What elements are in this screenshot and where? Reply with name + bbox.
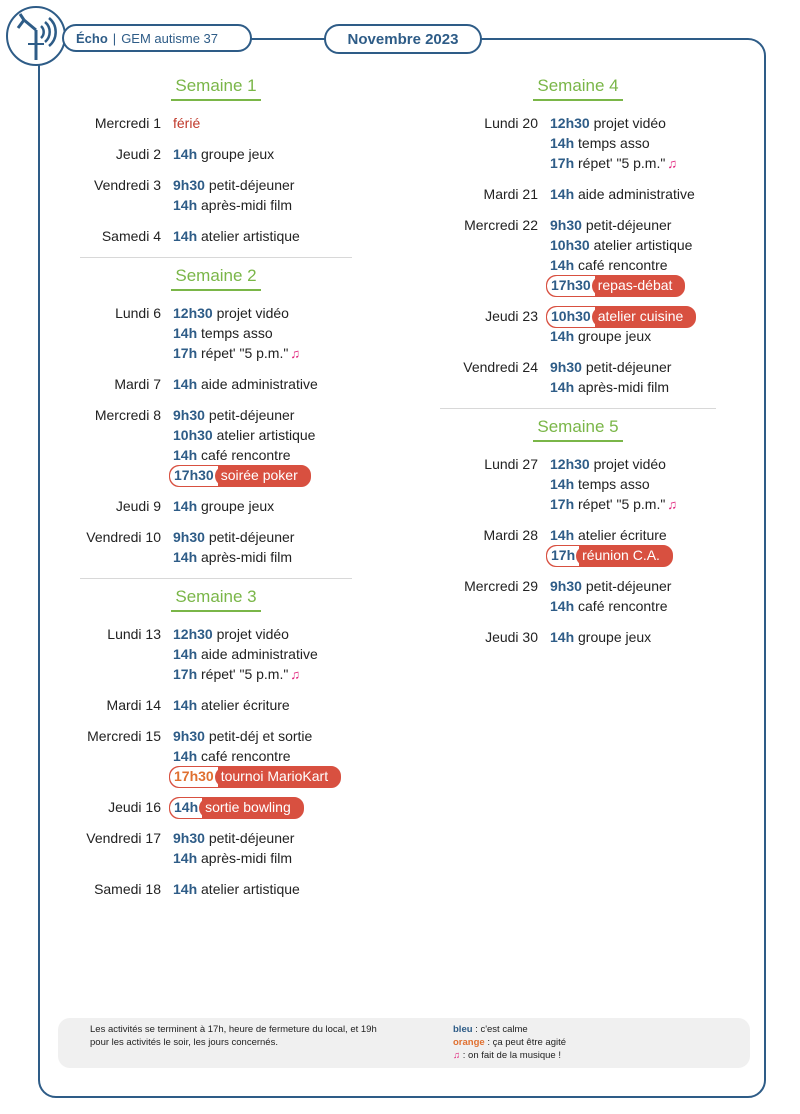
highlight-activity bbox=[169, 766, 341, 788]
activity-text: atelier écriture bbox=[201, 697, 290, 713]
activity-time: 10h30 bbox=[173, 427, 213, 443]
day-label: Mercredi 29 bbox=[464, 578, 538, 594]
activity-list bbox=[550, 576, 736, 616]
day-row bbox=[60, 405, 372, 485]
holiday-label: férié bbox=[173, 115, 201, 131]
day-label: Mercredi 1 bbox=[94, 115, 161, 131]
activity-text: temps asso bbox=[578, 476, 650, 492]
activity-item bbox=[173, 425, 372, 445]
activity-time: 14h bbox=[173, 228, 198, 244]
week-title: Semaine 5 bbox=[533, 417, 623, 442]
activity-list bbox=[173, 226, 372, 246]
activity-item bbox=[550, 377, 736, 397]
activity-list bbox=[173, 828, 372, 868]
activity-text: réunion C.A. bbox=[576, 546, 672, 566]
week-title: Semaine 4 bbox=[533, 76, 623, 101]
day-row bbox=[60, 726, 372, 786]
week-divider bbox=[80, 257, 352, 258]
activity-item bbox=[550, 113, 736, 133]
day-row bbox=[420, 113, 736, 173]
day-label: Mardi 14 bbox=[106, 697, 161, 713]
activity-list bbox=[550, 215, 736, 295]
activity-text: aide administrative bbox=[578, 186, 695, 202]
activity-list bbox=[173, 496, 372, 516]
activity-time: 9h30 bbox=[173, 529, 205, 545]
day-row bbox=[60, 879, 372, 899]
day-label: Jeudi 30 bbox=[485, 629, 538, 645]
activity-time: 17h30 bbox=[170, 767, 218, 787]
music-note-icon: ♫ bbox=[290, 667, 301, 682]
activity-list bbox=[173, 303, 372, 363]
day-label: Vendredi 24 bbox=[463, 359, 538, 375]
activity-time: 17h bbox=[547, 546, 579, 566]
activity-item bbox=[173, 726, 372, 746]
day-label: Mercredi 15 bbox=[87, 728, 161, 744]
activity-item bbox=[550, 133, 736, 153]
activity-text: café rencontre bbox=[201, 748, 291, 764]
activity-text: répet' "5 p.m." bbox=[201, 345, 289, 361]
activity-list bbox=[173, 144, 372, 164]
activity-item bbox=[173, 343, 372, 363]
echo-logo-icon bbox=[6, 6, 66, 66]
day-label: Lundi 20 bbox=[484, 115, 538, 131]
activity-time: 14h bbox=[550, 186, 575, 202]
activity-text: après-midi film bbox=[201, 850, 293, 866]
activity-item bbox=[550, 326, 736, 346]
activity-item bbox=[550, 525, 736, 545]
activity-item bbox=[173, 175, 372, 195]
activity-text: répet' "5 p.m." bbox=[578, 155, 666, 171]
activity-text: temps asso bbox=[201, 325, 273, 341]
activity-list bbox=[173, 374, 372, 394]
month-title: Novembre 2023 bbox=[324, 24, 482, 54]
activity-text: repas-débat bbox=[592, 276, 685, 296]
day-label: Samedi 18 bbox=[94, 881, 161, 897]
activity-text: petit-déjeuner bbox=[208, 407, 295, 423]
activity-time: 14h bbox=[173, 325, 198, 341]
day-row bbox=[420, 184, 736, 204]
activity-time: 14h bbox=[550, 257, 575, 273]
legend-blue-text: : c'est calme bbox=[472, 1024, 528, 1035]
activity-item bbox=[550, 184, 736, 204]
activity-text: groupe jeux bbox=[578, 629, 652, 645]
activity-time: 12h30 bbox=[550, 456, 590, 472]
activity-item bbox=[173, 323, 372, 343]
activity-item bbox=[173, 644, 372, 664]
activity-text: après-midi film bbox=[201, 197, 293, 213]
activity-time: 14h bbox=[170, 798, 202, 818]
activity-item bbox=[173, 303, 372, 323]
legend-blue-key: bleu bbox=[453, 1024, 473, 1035]
activity-list bbox=[173, 175, 372, 215]
highlight-activity bbox=[546, 306, 696, 328]
activity-text: répet' "5 p.m." bbox=[578, 496, 666, 512]
day-label: Mercredi 8 bbox=[94, 407, 161, 423]
activity-time: 10h30 bbox=[550, 237, 590, 253]
activity-text: après-midi film bbox=[578, 379, 670, 395]
day-row bbox=[420, 627, 736, 647]
activity-text: petit-déjeuner bbox=[585, 359, 672, 375]
activity-time: 9h30 bbox=[173, 177, 205, 193]
activity-text: petit-déjeuner bbox=[208, 830, 295, 846]
day-label: Jeudi 2 bbox=[115, 146, 161, 162]
activity-time: 14h bbox=[550, 135, 575, 151]
activity-text: projet vidéo bbox=[593, 115, 666, 131]
activity-time: 12h30 bbox=[173, 305, 213, 321]
activity-time: 9h30 bbox=[173, 728, 205, 744]
activity-list bbox=[173, 405, 372, 485]
day-label: Mercredi 22 bbox=[464, 217, 538, 233]
activity-text: après-midi film bbox=[201, 549, 293, 565]
day-row bbox=[60, 113, 372, 133]
activity-item bbox=[173, 547, 372, 567]
activity-item bbox=[550, 255, 736, 275]
activity-item bbox=[550, 494, 736, 514]
activity-time: 17h bbox=[550, 496, 575, 512]
activity-item bbox=[173, 374, 372, 394]
legend-orange-key: orange bbox=[453, 1037, 485, 1048]
legend bbox=[453, 1023, 733, 1062]
activity-item bbox=[173, 848, 372, 868]
activity-item bbox=[173, 195, 372, 215]
activity-item bbox=[550, 627, 736, 647]
activity-text: atelier cuisine bbox=[592, 307, 696, 327]
week-title: Semaine 3 bbox=[171, 587, 261, 612]
activity-text: café rencontre bbox=[578, 257, 668, 273]
activity-text: petit-déjeuner bbox=[585, 578, 672, 594]
activity-time: 14h bbox=[173, 447, 198, 463]
activity-item bbox=[173, 828, 372, 848]
activity-list bbox=[173, 113, 372, 133]
brand-badge bbox=[62, 24, 252, 52]
activity-text: atelier écriture bbox=[578, 527, 667, 543]
week-divider bbox=[80, 578, 352, 579]
activity-item bbox=[550, 545, 736, 565]
activity-time: 14h bbox=[550, 527, 575, 543]
activity-item bbox=[173, 226, 372, 246]
activity-item bbox=[173, 766, 372, 786]
activity-item bbox=[173, 695, 372, 715]
activity-text: atelier artistique bbox=[201, 881, 300, 897]
day-label: Lundi 27 bbox=[484, 456, 538, 472]
activity-item bbox=[173, 144, 372, 164]
highlight-activity bbox=[169, 465, 311, 487]
day-row bbox=[60, 624, 372, 684]
activity-text: groupe jeux bbox=[578, 328, 652, 344]
day-row bbox=[420, 306, 736, 346]
activity-text: aide administrative bbox=[201, 376, 318, 392]
day-row bbox=[60, 828, 372, 868]
left-column bbox=[60, 76, 372, 910]
activity-time: 12h30 bbox=[550, 115, 590, 131]
activity-text: atelier artistique bbox=[593, 237, 693, 253]
activity-time: 12h30 bbox=[173, 626, 213, 642]
activity-item bbox=[550, 454, 736, 474]
day-row bbox=[60, 226, 372, 246]
activity-item bbox=[173, 496, 372, 516]
day-label: Vendredi 17 bbox=[86, 830, 161, 846]
activity-item bbox=[173, 527, 372, 547]
day-row bbox=[420, 525, 736, 565]
right-column bbox=[420, 76, 736, 658]
day-row bbox=[60, 374, 372, 394]
activity-item bbox=[550, 474, 736, 494]
activity-item bbox=[173, 624, 372, 644]
activity-text: petit-déjeuner bbox=[585, 217, 672, 233]
footer-legend bbox=[58, 1018, 750, 1068]
activity-text: petit-déjeuner bbox=[208, 177, 295, 193]
activity-list bbox=[173, 695, 372, 715]
activity-text: projet vidéo bbox=[216, 626, 289, 642]
week-title: Semaine 1 bbox=[171, 76, 261, 101]
day-label: Mardi 21 bbox=[483, 186, 538, 202]
brand-subtitle: GEM autisme 37 bbox=[121, 30, 219, 46]
activity-item bbox=[550, 215, 736, 235]
day-row bbox=[60, 144, 372, 164]
activity-list bbox=[550, 357, 736, 397]
highlight-activity bbox=[546, 275, 685, 297]
activity-time: 14h bbox=[550, 328, 575, 344]
activity-time: 14h bbox=[550, 629, 575, 645]
music-note-icon: ♫ bbox=[290, 346, 301, 361]
activity-text: temps asso bbox=[578, 135, 650, 151]
activity-item bbox=[550, 235, 736, 255]
activity-text: atelier artistique bbox=[216, 427, 316, 443]
activity-time: 14h bbox=[173, 549, 198, 565]
activity-text: groupe jeux bbox=[201, 146, 275, 162]
activity-item bbox=[550, 153, 736, 173]
legend-orange-text: : ça peut être agité bbox=[484, 1037, 567, 1048]
activity-time: 14h bbox=[173, 646, 198, 662]
activity-text: atelier artistique bbox=[201, 228, 300, 244]
activity-time: 14h bbox=[550, 476, 575, 492]
day-row bbox=[60, 496, 372, 516]
day-label: Vendredi 3 bbox=[94, 177, 161, 193]
day-row bbox=[420, 357, 736, 397]
activity-item bbox=[173, 405, 372, 425]
activity-text: petit-déj et sortie bbox=[208, 728, 313, 744]
day-label: Lundi 13 bbox=[107, 626, 161, 642]
activity-item bbox=[173, 746, 372, 766]
day-label: Lundi 6 bbox=[115, 305, 161, 321]
activity-time: 9h30 bbox=[173, 830, 205, 846]
activity-list bbox=[550, 454, 736, 514]
activity-text: groupe jeux bbox=[201, 498, 275, 514]
activity-list bbox=[550, 113, 736, 173]
activity-time: 17h30 bbox=[170, 466, 218, 486]
day-row bbox=[420, 454, 736, 514]
activity-time: 14h bbox=[173, 146, 198, 162]
activity-text: répet' "5 p.m." bbox=[201, 666, 289, 682]
activity-item bbox=[550, 576, 736, 596]
day-label: Jeudi 9 bbox=[115, 498, 161, 514]
activity-time: 14h bbox=[173, 376, 198, 392]
footer-info: Les activités se terminent à 17h, heure de fermeture du local, et 19h pour les activités le soir, les jours concernés. bbox=[90, 1024, 377, 1048]
day-row bbox=[60, 695, 372, 715]
activity-list bbox=[173, 624, 372, 684]
activity-item bbox=[173, 797, 372, 817]
activity-time: 14h bbox=[550, 598, 575, 614]
activity-time: 14h bbox=[173, 697, 198, 713]
day-label: Samedi 4 bbox=[101, 228, 161, 244]
activity-item bbox=[550, 306, 736, 326]
day-row bbox=[60, 175, 372, 215]
day-label: Mardi 7 bbox=[114, 376, 161, 392]
activity-item bbox=[550, 357, 736, 377]
day-label: Jeudi 16 bbox=[108, 799, 161, 815]
day-label: Mardi 28 bbox=[483, 527, 538, 543]
activity-list bbox=[550, 525, 736, 565]
activity-text: petit-déjeuner bbox=[208, 529, 295, 545]
day-row bbox=[420, 576, 736, 616]
activity-time: 9h30 bbox=[550, 359, 582, 375]
activity-time: 9h30 bbox=[550, 217, 582, 233]
activity-text: café rencontre bbox=[201, 447, 291, 463]
activity-text: soirée poker bbox=[215, 466, 310, 486]
activity-item bbox=[173, 664, 372, 684]
activity-time: 17h bbox=[173, 345, 198, 361]
day-label: Vendredi 10 bbox=[86, 529, 161, 545]
activity-time: 17h30 bbox=[547, 276, 595, 296]
highlight-activity bbox=[546, 545, 673, 567]
activity-time: 14h bbox=[550, 379, 575, 395]
activity-list bbox=[550, 306, 736, 346]
brand-name: Écho bbox=[76, 30, 108, 46]
day-row bbox=[60, 527, 372, 567]
day-row bbox=[420, 215, 736, 295]
activity-item bbox=[173, 445, 372, 465]
activity-list bbox=[173, 797, 372, 817]
activity-time: 14h bbox=[173, 197, 198, 213]
activity-item bbox=[173, 113, 372, 133]
activity-text: tournoi MarioKart bbox=[215, 767, 340, 787]
week-title: Semaine 2 bbox=[171, 266, 261, 291]
music-note-icon: ♫ bbox=[453, 1050, 461, 1061]
activity-time: 14h bbox=[173, 850, 198, 866]
highlight-activity bbox=[169, 797, 304, 819]
activity-time: 9h30 bbox=[550, 578, 582, 594]
activity-text: projet vidéo bbox=[593, 456, 666, 472]
activity-text: sortie bowling bbox=[199, 798, 303, 818]
activity-list bbox=[173, 879, 372, 899]
activity-text: aide administrative bbox=[201, 646, 318, 662]
activity-time: 9h30 bbox=[173, 407, 205, 423]
legend-music-text: : on fait de la musique ! bbox=[460, 1050, 561, 1061]
activity-text: projet vidéo bbox=[216, 305, 289, 321]
activity-item bbox=[173, 465, 372, 485]
music-note-icon: ♫ bbox=[667, 497, 678, 512]
activity-time: 14h bbox=[173, 498, 198, 514]
week-divider bbox=[440, 408, 716, 409]
activity-time: 17h bbox=[173, 666, 198, 682]
activity-list bbox=[550, 627, 736, 647]
activity-list bbox=[173, 527, 372, 567]
activity-list bbox=[550, 184, 736, 204]
day-label: Jeudi 23 bbox=[485, 308, 538, 324]
activity-time: 14h bbox=[173, 748, 198, 764]
activity-item bbox=[550, 596, 736, 616]
activity-item bbox=[550, 275, 736, 295]
activity-time: 14h bbox=[173, 881, 198, 897]
activity-time: 17h bbox=[550, 155, 575, 171]
day-row bbox=[60, 303, 372, 363]
activity-item bbox=[173, 879, 372, 899]
music-note-icon: ♫ bbox=[667, 156, 678, 171]
activity-list bbox=[173, 726, 372, 786]
day-row bbox=[60, 797, 372, 817]
activity-text: café rencontre bbox=[578, 598, 668, 614]
activity-time: 10h30 bbox=[547, 307, 595, 327]
brand-separator: | bbox=[112, 30, 117, 46]
